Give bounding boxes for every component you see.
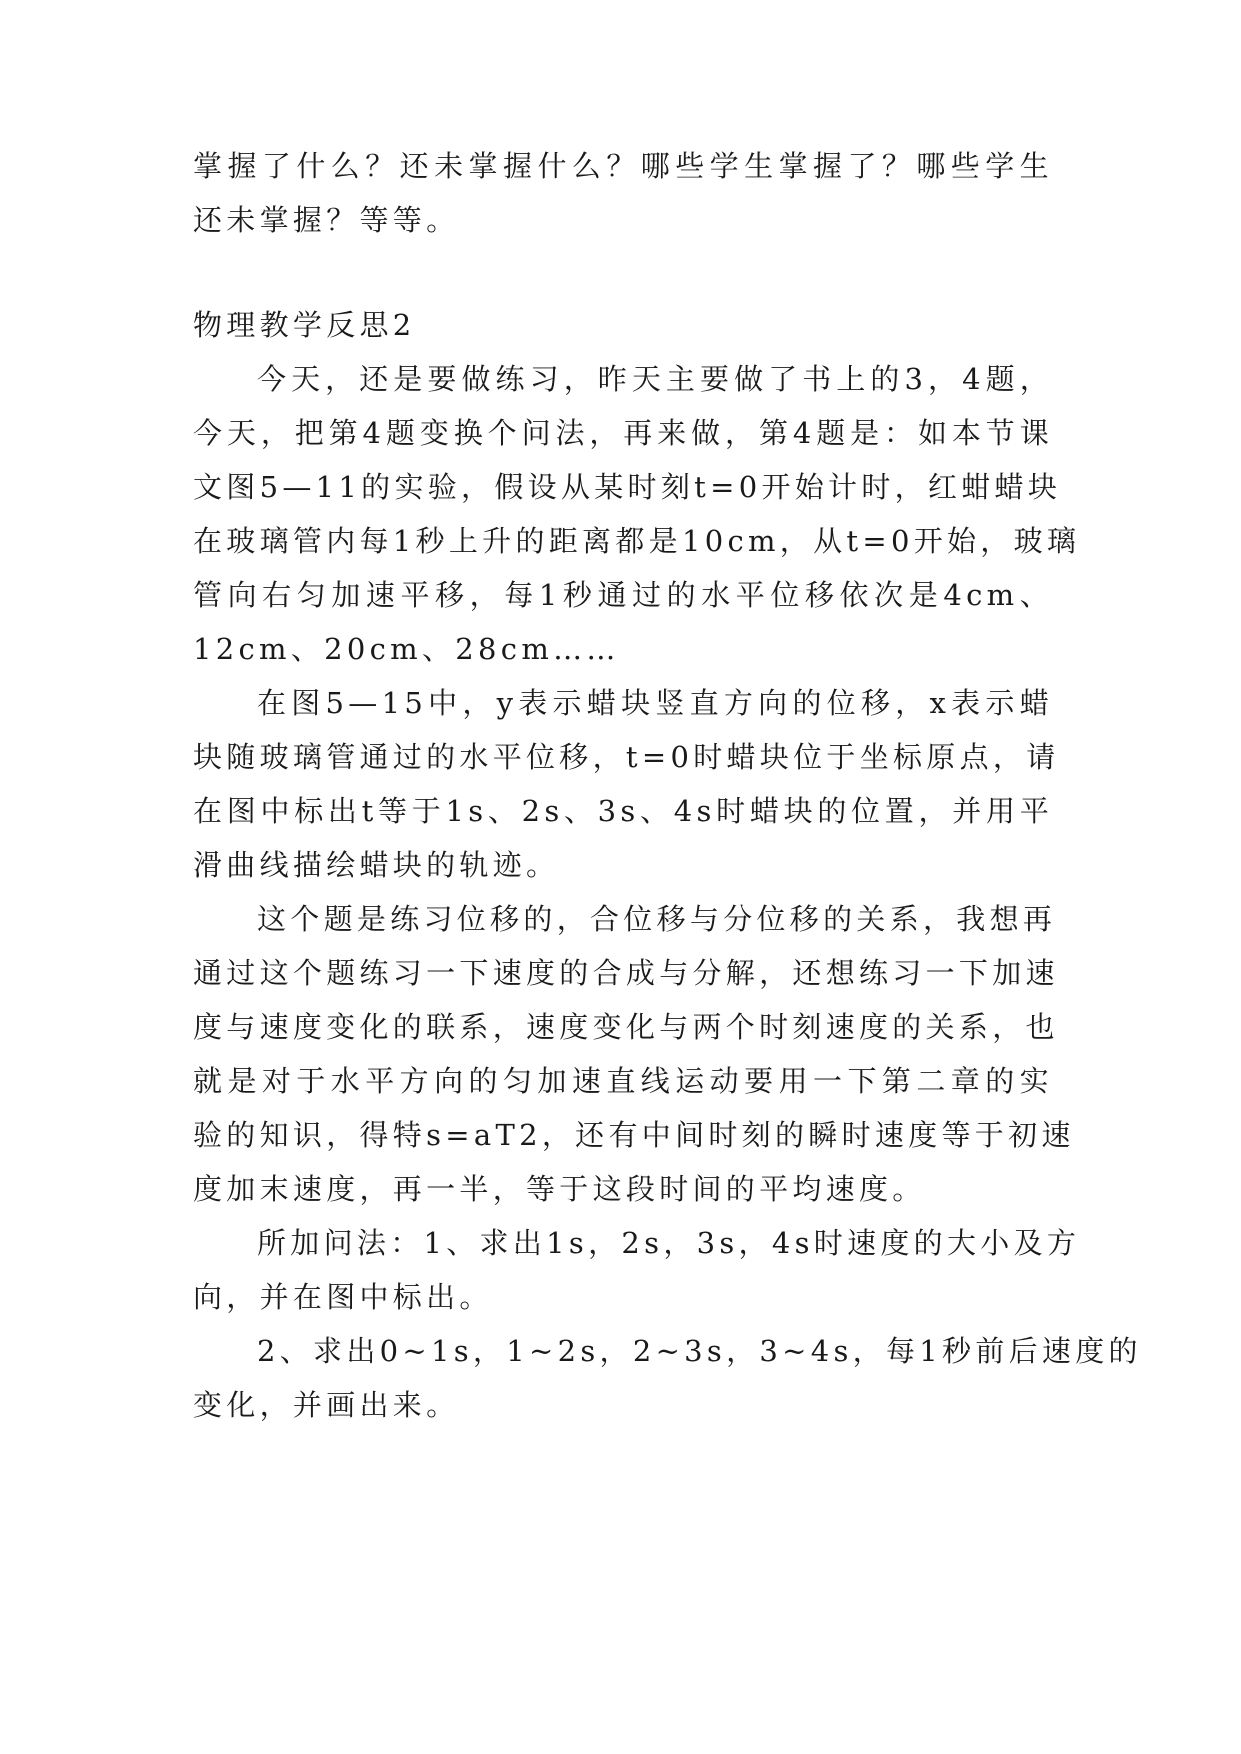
- text-line: 块随玻璃管通过的水平位移，t=0时蜡块位于坐标原点，请: [193, 740, 1060, 774]
- text-line: 今天，把第4题变换个问法，再来做，第4题是：如本节课: [193, 416, 1053, 450]
- text-line: 验的知识，得特s=aT2，还有中间时刻的瞬时速度等于初速: [193, 1118, 1075, 1152]
- text-line: 就是对于水平方向的匀加速直线运动要用一下第二章的实: [193, 1064, 1053, 1098]
- text-line: 这个题是练习位移的，合位移与分位移的关系，我想再: [257, 902, 1057, 936]
- text-line: 今天，还是要做练习，昨天主要做了书上的3，4题，: [257, 362, 1053, 396]
- text-line: 度与速度变化的联系，速度变化与两个时刻速度的关系，也: [193, 1010, 1059, 1044]
- text-line: 滑曲线描绘蜡块的轨迹。: [193, 848, 560, 882]
- text-line: 在图中标出t等于1s、2s、3s、4s时蜡块的位置，并用平: [193, 794, 1053, 828]
- text-line: 掌握了什么？还未掌握什么？哪些学生掌握了？哪些学生: [193, 149, 1053, 183]
- text-line: 12cm、20cm、28cm……: [193, 632, 620, 666]
- section-heading: 物理教学反思2: [193, 308, 416, 342]
- text-line: 管向右匀加速平移，每1秒通过的水平位移依次是4cm、: [193, 578, 1053, 612]
- text-line: 文图5—11的实验，假设从某时刻t=0开始计时，红蚶蜡块: [193, 470, 1062, 504]
- text-line: 在玻璃管内每1秒上升的距离都是10cm，从t=0开始，玻璃: [193, 524, 1081, 558]
- text-line: 在图5—15中，y表示蜡块竖直方向的位移，x表示蜡: [257, 686, 1053, 720]
- text-line: 向，并在图中标出。: [193, 1280, 493, 1314]
- text-line: 通过这个题练习一下速度的合成与分解，还想练习一下加速: [193, 956, 1059, 990]
- text-line: 度加末速度，再一半，等于这段时间的平均速度。: [193, 1172, 926, 1206]
- text-line: 变化，并画出来。: [193, 1388, 460, 1422]
- text-line: 2、求出0~1s，1~2s，2~3s，3~4s，每1秒前后速度的: [257, 1334, 1142, 1368]
- text-line: 所加问法：1、求出1s，2s，3s，4s时速度的大小及方: [257, 1226, 1081, 1260]
- text-line: 还未掌握？等等。: [193, 203, 460, 237]
